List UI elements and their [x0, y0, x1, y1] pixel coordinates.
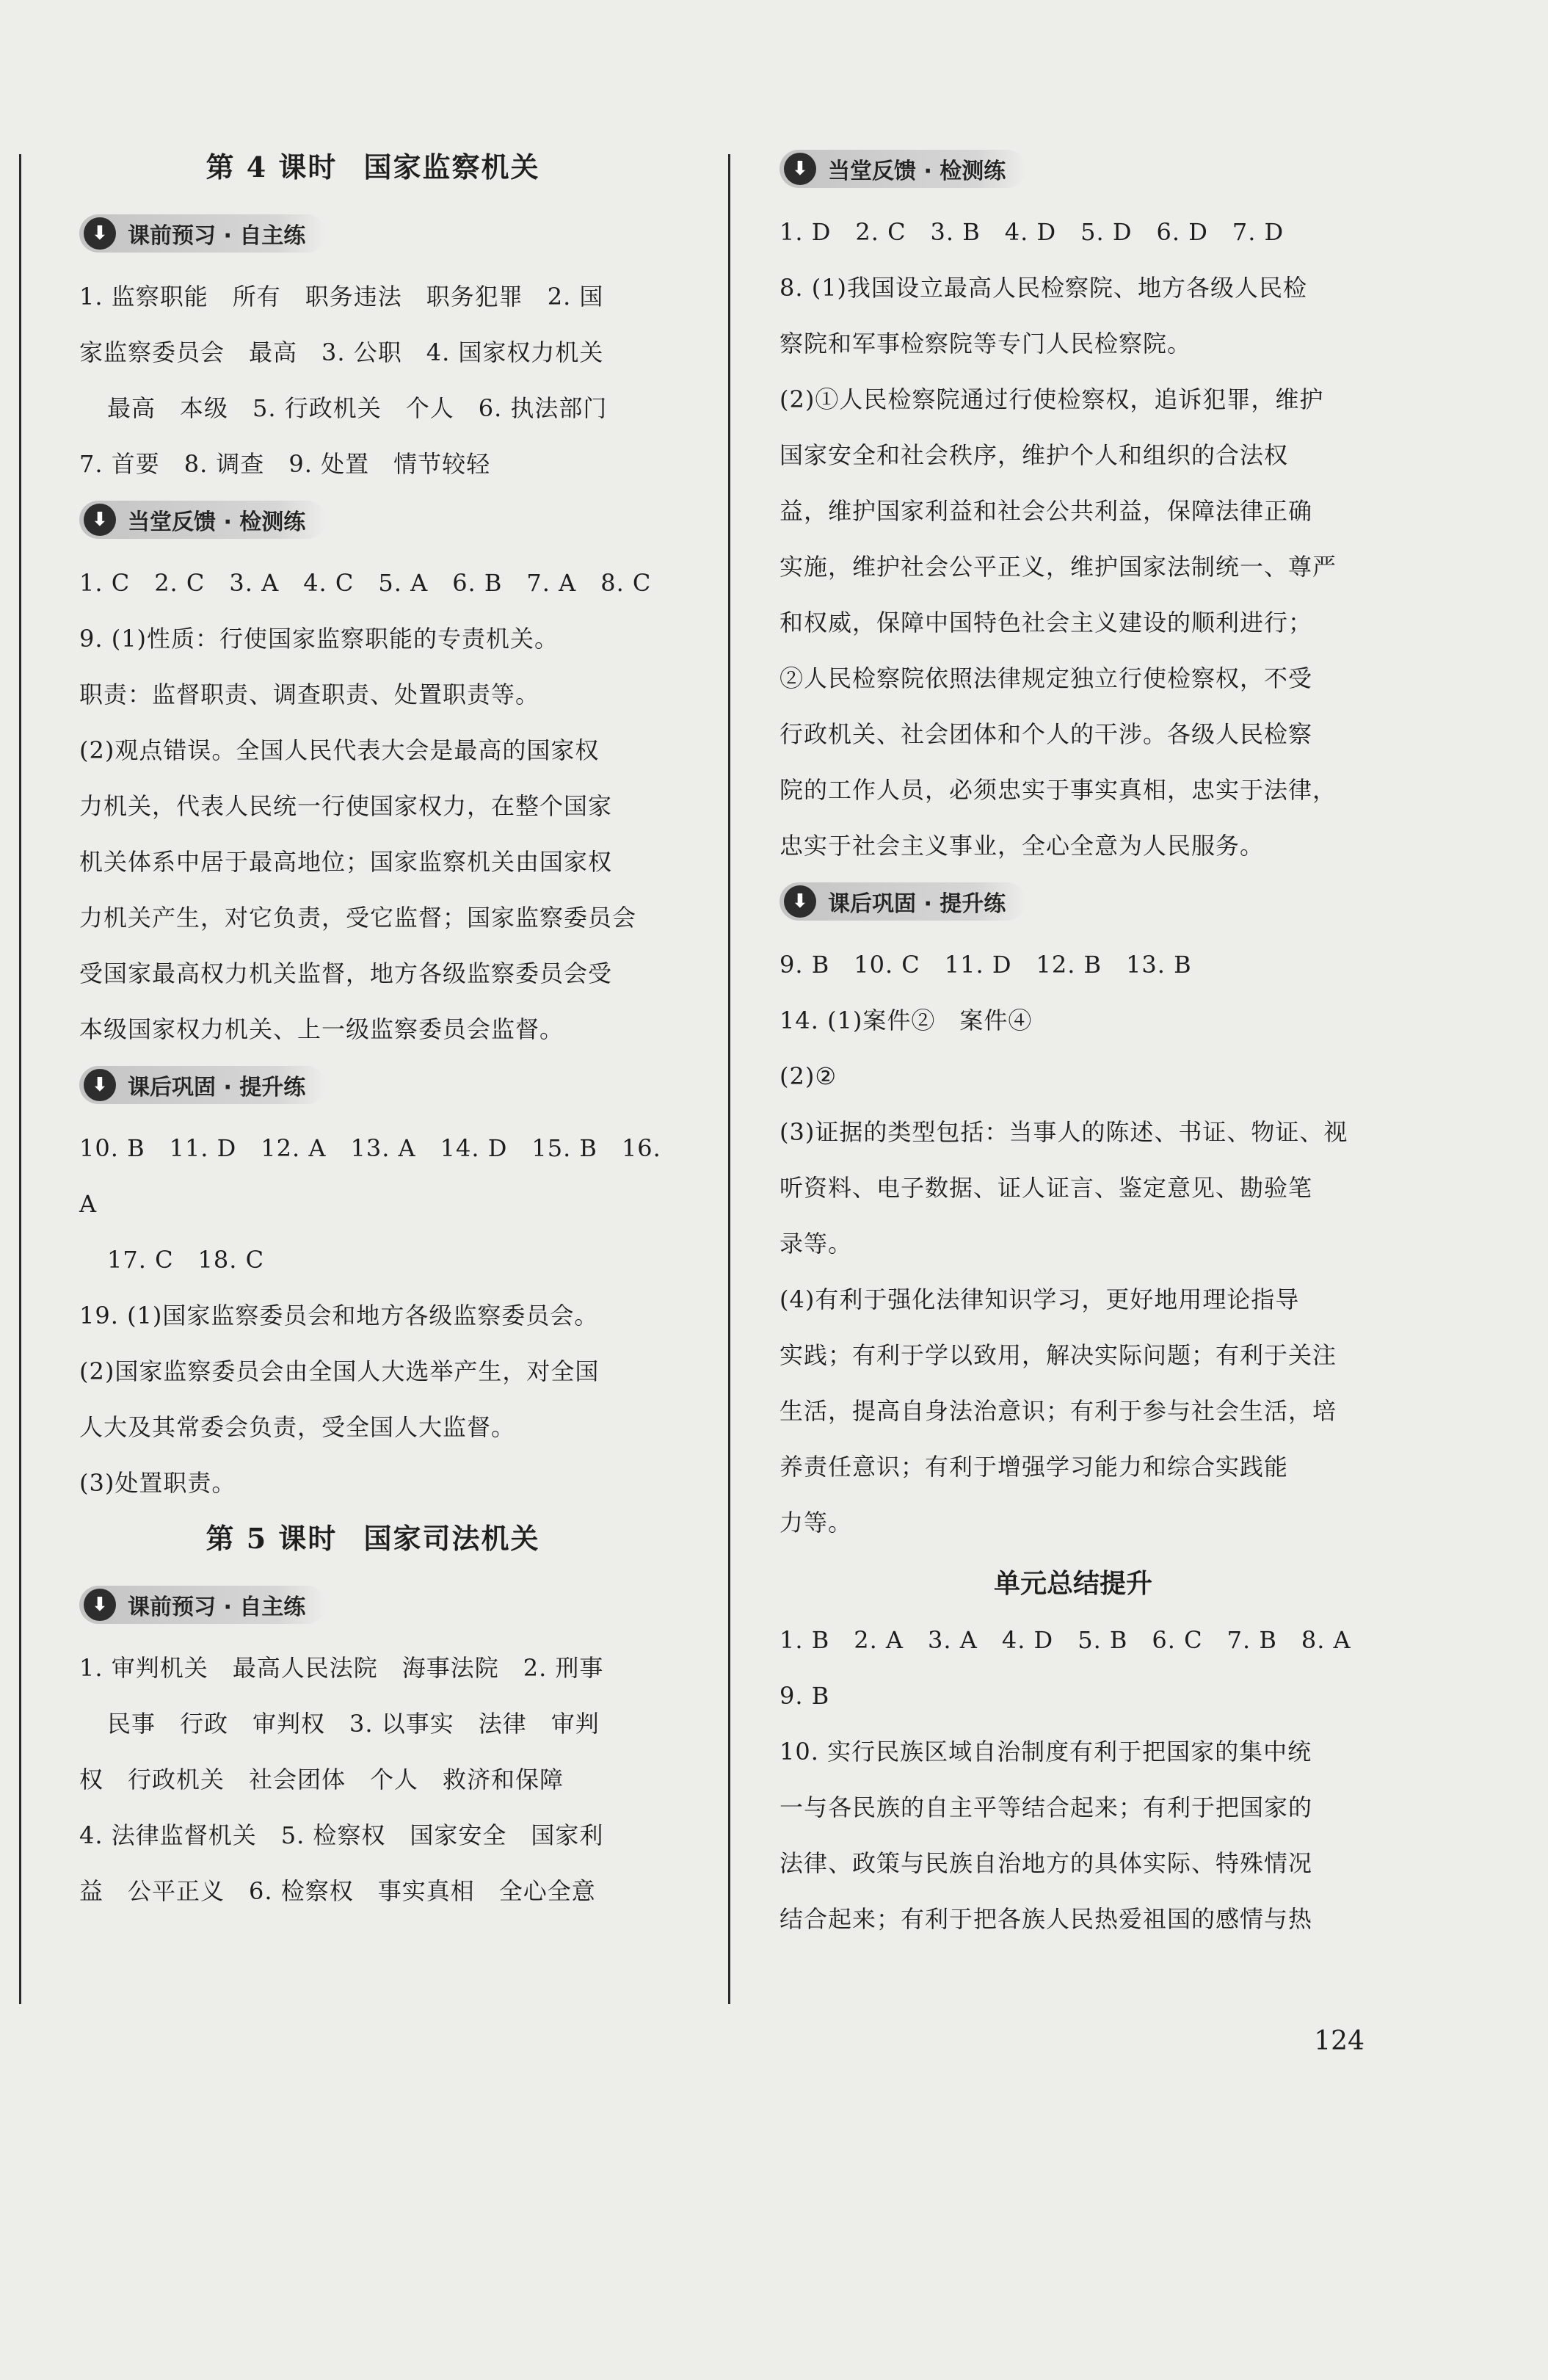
answer-line: 生活，提高自身法治意识；有利于参与社会生活，培	[780, 1397, 1337, 1425]
answer-line: 8. (1)我国设立最高人民检察院、地方各级人民检	[780, 274, 1308, 302]
answer-line: (2)观点错误。全国人民代表大会是最高的国家权	[79, 736, 600, 764]
answer-line: 实施，维护社会公平正义，维护国家法制统一、尊严	[780, 553, 1337, 581]
answer-line: 4. 法律监督机关 5. 检察权 国家安全 国家利	[79, 1821, 604, 1849]
answer-line: 民事 行政 审判权 3. 以事实 法律 审判	[107, 1710, 600, 1738]
down-arrow-icon: ⬇	[784, 885, 816, 918]
answer-line: 力机关产生，对它负责，受它监督；国家监察委员会	[79, 904, 637, 932]
answer-line: 7. 首要 8. 调查 9. 处置 情节较轻	[79, 450, 491, 478]
answer-line: 受国家最高权力机关监督，地方各级监察委员会受	[79, 959, 613, 987]
lesson5-preview-answers	[79, 1640, 666, 1919]
lesson4-preview-banner: ⬇ 课前预习 · 自主练	[79, 214, 326, 253]
answer-line: 家监察委员会 最高 3. 公职 4. 国家权力机关	[79, 338, 604, 366]
answer-line: (3)证据的类型包括：当事人的陈述、书证、物证、视	[780, 1118, 1348, 1146]
down-arrow-icon: ⬇	[84, 1589, 116, 1621]
answer-line: 1. C 2. C 3. A 4. C 5. A 6. B 7. A 8. C	[79, 569, 652, 597]
answer-line: (2)①人民检察院通过行使检察权，追诉犯罪，维护	[780, 385, 1324, 413]
answer-line: (2)国家监察委员会由全国人大选举产生，对全国	[79, 1357, 600, 1385]
answer-line: 实践；有利于学以致用，解决实际问题；有利于关注	[780, 1341, 1337, 1369]
answer-line: 人大及其常委会负责，受全国人大监督。	[79, 1413, 516, 1441]
lesson5-review-answers	[780, 937, 1367, 1550]
answer-line: 养责任意识；有利于增强学习能力和综合实践能	[780, 1453, 1289, 1481]
unit-summary-title: 单元总结提升	[993, 1569, 1152, 1599]
answer-line: 机关体系中居于最高地位；国家监察机关由国家权	[79, 848, 613, 876]
lesson4-preview-answers	[79, 269, 666, 492]
answer-line: 1. D 2. C 3. B 4. D 5. D 6. D 7. D	[780, 218, 1284, 246]
answer-line: 录等。	[780, 1230, 853, 1258]
answer-line: 行政机关、社会团体和个人的干涉。各级人民检察	[780, 720, 1313, 748]
answer-line: 9. B 10. C 11. D 12. B 13. B	[780, 951, 1192, 979]
lesson5-review-banner: ⬇ 课后巩固 · 提升练	[780, 882, 1026, 921]
lesson5-feedback-answers	[780, 204, 1367, 874]
answer-line: 1. B 2. A 3. A 4. D 5. B 6. C 7. B 8. A	[780, 1626, 1351, 1654]
down-arrow-icon: ⬇	[784, 153, 816, 185]
answer-line: 听资料、电子数据、证人证言、鉴定意见、勘验笔	[780, 1174, 1313, 1202]
answer-line: (2)②	[780, 1062, 837, 1090]
lesson4-review-answers	[79, 1120, 666, 1511]
lesson5-preview-banner: ⬇ 课前预习 · 自主练	[79, 1586, 326, 1624]
answer-line: 本级国家权力机关、上一级监察委员会监督。	[79, 1015, 564, 1043]
answer-line: (4)有利于强化法律知识学习，更好地用理论指导	[780, 1285, 1300, 1313]
answer-line: 力机关，代表人民统一行使国家权力，在整个国家	[79, 792, 613, 820]
lesson5-feedback-banner: ⬇ 当堂反馈 · 检测练	[780, 150, 1026, 188]
answer-line: ②人民检察院依照法律规定独立行使检察权，不受	[780, 664, 1313, 692]
lesson4-title: 第 4 课时 国家监察机关	[206, 150, 540, 184]
answer-line: 一与各民族的自主平等结合起来；有利于把国家的	[780, 1793, 1313, 1821]
answer-line: 14. (1)案件② 案件④	[780, 1006, 1033, 1034]
answer-line: 最高 本级 5. 行政机关 个人 6. 执法部门	[107, 394, 608, 422]
answer-line: 力等。	[780, 1509, 853, 1537]
answer-line: 职责：监督职责、调查职责、处置职责等。	[79, 681, 540, 708]
down-arrow-icon: ⬇	[84, 504, 116, 536]
answer-line: 17. C 18. C	[107, 1246, 265, 1274]
answer-line: 益，维护国家利益和社会公共利益，保障法律正确	[780, 497, 1313, 525]
answer-line: 权 行政机关 社会团体 个人 救济和保障	[79, 1766, 564, 1793]
lesson5-title: 第 5 课时 国家司法机关	[206, 1522, 540, 1555]
answer-line: 益 公平正义 6. 检察权 事实真相 全心全意	[79, 1877, 596, 1905]
answer-line: 法律、政策与民族自治地方的具体实际、特殊情况	[780, 1849, 1313, 1877]
page-number: 124	[1314, 2026, 1365, 2056]
answer-line: 9. (1)性质：行使国家监察职能的专责机关。	[79, 625, 559, 653]
answer-line: 忠实于社会主义事业，全心全意为人民服务。	[780, 832, 1265, 860]
left-column	[79, 139, 666, 1919]
unit-summary-answers	[780, 1612, 1367, 1947]
answer-line: 10. 实行民族区域自治制度有利于把国家的集中统	[780, 1738, 1312, 1766]
answer-line: 院的工作人员，必须忠实于事实真相，忠实于法律，	[780, 776, 1337, 804]
answer-line: 1. 审判机关 最高人民法院 海事法院 2. 刑事	[79, 1654, 604, 1682]
answer-line: 1. 监察职能 所有 职务违法 职务犯罪 2. 国	[79, 283, 604, 311]
answer-line: 9. B	[780, 1682, 830, 1710]
right-column	[780, 139, 1367, 1947]
answer-line: 察院和军事检察院等专门人民检察院。	[780, 330, 1192, 358]
answer-line: 和权威，保障中国特色社会主义建设的顺利进行；	[780, 609, 1313, 636]
lesson4-feedback-banner: ⬇ 当堂反馈 · 检测练	[79, 501, 326, 539]
answer-line: 结合起来；有利于把各族人民热爱祖国的感情与热	[780, 1905, 1313, 1933]
answer-line: 19. (1)国家监察委员会和地方各级监察委员会。	[79, 1302, 599, 1329]
down-arrow-icon: ⬇	[84, 1069, 116, 1101]
lesson4-review-banner: ⬇ 课后巩固 · 提升练	[79, 1066, 326, 1104]
lesson4-feedback-answers	[79, 555, 666, 1057]
left-margin-rule	[19, 154, 21, 2004]
down-arrow-icon: ⬇	[84, 217, 116, 250]
answer-line: 10. B 11. D 12. A 13. A 14. D 15. B 16. A	[79, 1134, 661, 1218]
answer-line: (3)处置职责。	[79, 1469, 236, 1497]
column-divider	[728, 154, 730, 2004]
answer-line: 国家安全和社会秩序，维护个人和组织的合法权	[780, 441, 1289, 469]
